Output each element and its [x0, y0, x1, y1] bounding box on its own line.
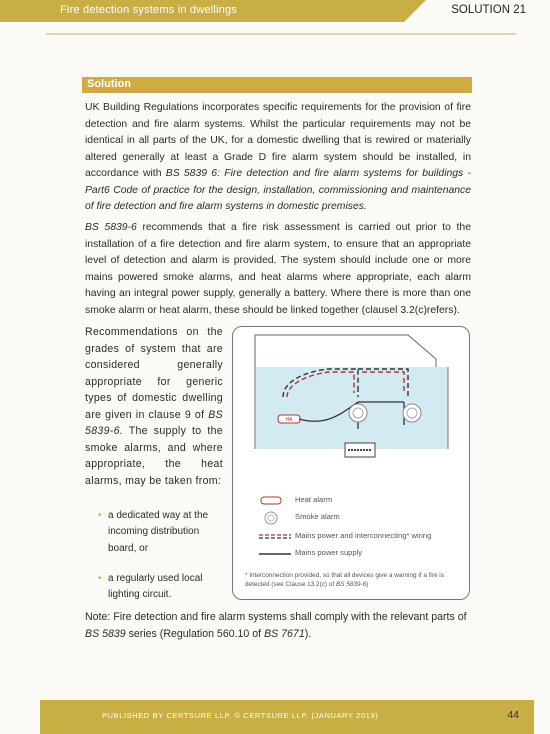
header-title: Fire detection systems in dwellings	[60, 4, 237, 16]
paragraph-risk-assessment	[85, 220, 471, 319]
bullet-icon: •	[98, 510, 102, 521]
paragraph-recommendations	[85, 324, 223, 489]
standard-reference: BS 5839 6: Fire detection and fire alarm systems for buildings - Part6 Code of practice for the design, installation, commissioning and maintenance of fire detection and fire alarm systems in domestic premises.	[85, 168, 471, 212]
standard-reference: BS 5839	[85, 628, 126, 640]
list-item	[98, 571, 223, 604]
compliance-note	[85, 609, 471, 643]
header-title-bar	[0, 0, 404, 22]
smoke-alarm-device	[349, 404, 367, 422]
legend-label: Mains power and interconnecting* wiring	[295, 531, 432, 540]
figure-footnote	[245, 571, 463, 589]
note-text: series (Regulation 560.10 of	[125, 628, 265, 640]
header-title-bar-corner	[404, 0, 426, 22]
legend-label: Smoke alarm	[295, 512, 340, 521]
list-item-text: a dedicated way at the incoming distribution board, or	[108, 510, 209, 554]
heat-alarm-label: HA	[285, 417, 293, 423]
list-item	[98, 508, 223, 557]
smoke-alarm-device	[403, 404, 421, 422]
footnote-text: )	[366, 581, 369, 588]
paragraph-building-regulations	[85, 100, 471, 216]
page-footer	[40, 700, 534, 734]
legend-label: Mains power supply	[295, 548, 363, 557]
solution-number: SOLUTION 21	[451, 4, 526, 16]
standard-reference: BS 5839-6	[85, 222, 137, 233]
standard-reference: BS 5839-6	[335, 581, 367, 588]
header-rule	[46, 33, 516, 35]
smoke-alarm-key-icon	[259, 511, 289, 525]
supply-options-list	[98, 508, 223, 617]
standard-reference: BS 5839-6.	[85, 408, 223, 437]
note-text: ).	[304, 628, 312, 640]
note-text: Note: Fire detection and fire alarm systems shall comply with the relevant parts of	[85, 611, 467, 623]
paragraph-text: Recommendations on the grades of system that are considered generally appropriate for generic types of domestic dwelling are given in clause 9 of	[85, 326, 223, 421]
house-wiring-illustration	[233, 327, 469, 487]
paragraph-text: UK Building Regulations incorporates specific requirements for the provision of fire detection and fire alarm systems. Whilst the particular requirements may not be identical in all parts of the UK, for a domestic dwelling that is rewired or materially altered generally at least a Grade D fire alarm system should be installed, in accordance with	[85, 102, 471, 179]
section-heading: Solution	[87, 78, 131, 90]
section-heading-bar	[82, 77, 472, 93]
list-item-text: a regularly used local lighting circuit.	[108, 572, 203, 601]
heat-alarm-key-icon	[259, 496, 289, 506]
publisher-credit: PUBLISHED BY CERTSURE LLP. © CERTSURE LLP. (JANUARY 2019)	[102, 711, 379, 720]
alarm-wiring-diagram	[232, 326, 470, 600]
footnote-text: * Interconnection provided, so that all devices give a warning if a fire is detected (see Clause 13.2(c) of	[245, 572, 444, 588]
legend-label: Heat alarm	[295, 495, 333, 504]
paragraph-text: The supply to the smoke alarms, and where appropriate, the heat alarms, may be taken from:	[85, 425, 223, 487]
page-header	[0, 0, 550, 22]
standard-reference: BS 7671	[264, 628, 305, 640]
interconnect-wiring-key-icon	[259, 533, 293, 541]
page-number: 44	[507, 709, 519, 721]
bullet-icon: •	[98, 572, 102, 584]
mains-supply-key-icon	[259, 550, 293, 558]
paragraph-text: recommends that a fire risk assessment is carried out prior to the installation of a fire detection and fire alarm system, to ensure that an appropriate level of detection and alarm is provided. The system should include one or more mains powered smoke alarms, and heat alarms where appropriate, each alarm having an integral power supply, generally a battery. Where there is more than one smoke alarm or heat alarm, these should be linked together (clausel 3.2(c)refers).	[85, 222, 471, 316]
